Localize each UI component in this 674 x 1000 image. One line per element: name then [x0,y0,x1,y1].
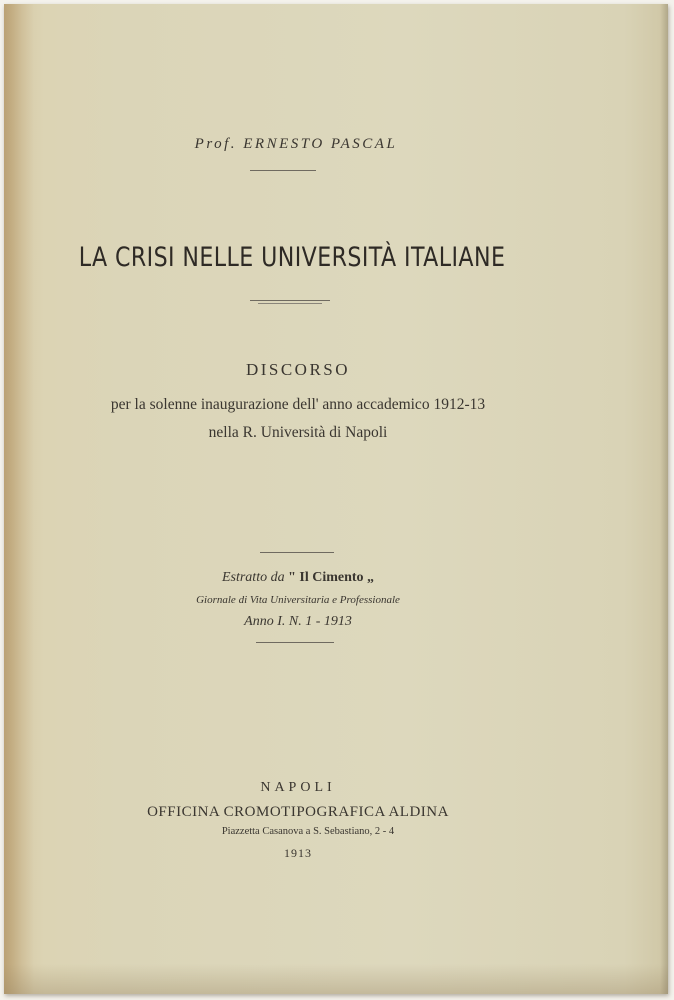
page-edge-shadow [660,4,668,994]
extract-line [0,570,630,586]
journal-name: " Il Cimento „ [288,570,375,585]
discourse-line-2: nella R. Università di Napoli [208,424,388,441]
discourse-line-1: per la solenne inaugurazione dell' anno accademico 1912-13 [110,396,486,413]
title-rule [250,300,330,301]
author-rule [250,170,316,171]
journal-issue: Anno I. N. 1 - 1913 [244,614,352,629]
extract-top-rule [260,552,334,553]
page-title: LA CRISI NELLE UNIVERSITÀ ITALIANE [78,242,506,273]
age-stain-bottom [4,964,668,994]
extract-prefix: Estratto da [221,570,285,585]
author-line: Prof. ERNESTO PASCAL [194,136,398,152]
extract-bottom-rule [256,642,334,643]
imprint-city: NAPOLI [260,780,336,795]
imprint-year: 1913 [284,846,312,860]
booklet-cover [4,4,668,994]
imprint-address: Piazzetta Casanova a S. Sebastiano, 2 - 4 [221,826,395,837]
discourse-heading: DISCORSO [245,360,351,379]
imprint-publisher: OFFICINA CROMOTIPOGRAFICA ALDINA [147,804,449,820]
journal-subtitle: Giornale di Vita Universitaria e Professionale [196,594,400,606]
